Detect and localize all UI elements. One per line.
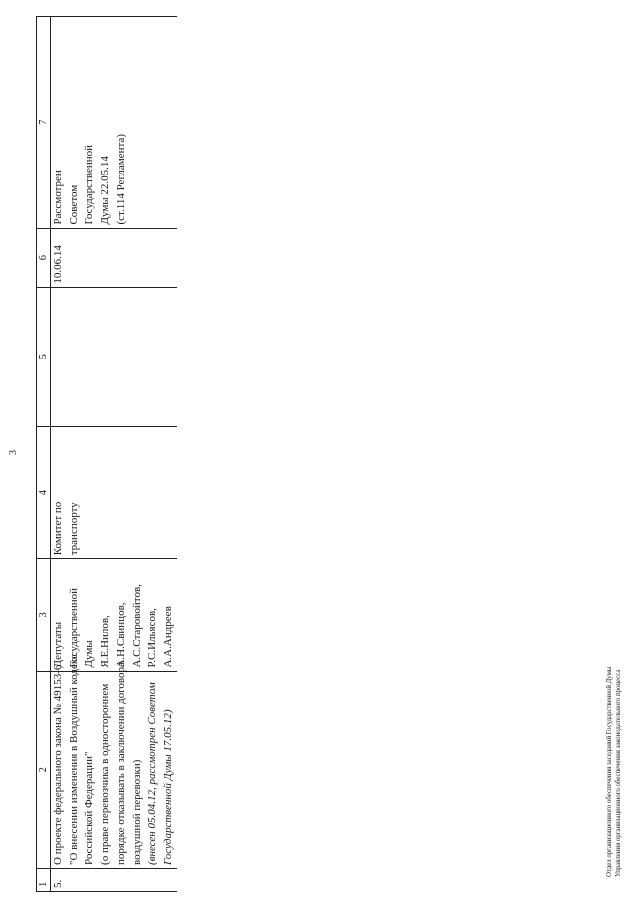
status-line: (ст.114 Регламента) (114, 134, 127, 225)
column-header: 2 (37, 671, 51, 868)
column-header: 4 (37, 426, 51, 558)
column-header: 7 (37, 17, 51, 229)
status-cell (51, 17, 177, 229)
project-note-line: (внесен 05.04.12, рассмотрен Советом (146, 682, 159, 865)
project-line: (о праве перевозчика в одностороннем (99, 683, 112, 865)
date-text: 10.06.14 (52, 245, 64, 284)
page-footer (605, 667, 623, 877)
register-table (36, 16, 177, 892)
status-line: Советом (67, 184, 80, 225)
author-line: Я.Е.Нилов, (99, 615, 112, 668)
table-row (51, 17, 177, 892)
author-line: А.Н.Свинцов, (114, 602, 127, 668)
author-line: Р.С.Ильясов, (146, 608, 159, 668)
column-header: 6 (37, 228, 51, 287)
author-line: Государственной (67, 587, 80, 668)
committee-line: транспорту (67, 502, 80, 556)
committee-line: Комитет по (52, 501, 64, 556)
column-header: 3 (37, 559, 51, 671)
author-line: Депутаты (52, 621, 64, 668)
project-line: Российской Федерации" (83, 751, 96, 865)
committee-cell (51, 426, 177, 558)
project-line: "О внесении изменения в Воздушный кодекс (67, 654, 80, 865)
author-line: Думы (83, 640, 96, 668)
empty-cell (51, 287, 177, 426)
column-header: 1 (37, 868, 51, 891)
project-line: воздушной перевозки) (130, 759, 143, 865)
table-header-row (37, 17, 51, 892)
status-line: Государственной (83, 144, 96, 225)
author-line: А.С.Старовойтов, (130, 584, 143, 668)
footer-line: Управления организационного обеспечения законодательного процесса (615, 669, 622, 877)
footer-line: Отдел организационного обеспечения заседаний Государственной Думы (606, 666, 613, 877)
project-line: О проекте федерального закона № 49153-6 (52, 664, 64, 865)
author-line: А.А.Андреев (161, 606, 174, 668)
project-cell (51, 654, 177, 868)
row-number-text: 5. (52, 879, 64, 888)
page-number: 3 (8, 450, 19, 455)
status-line: Рассмотрен (52, 170, 64, 225)
row-number (51, 868, 177, 891)
project-note-line: Государственной Думы 17.05.12) (161, 709, 174, 865)
date-cell (51, 228, 177, 287)
status-line: Думы 22.05.14 (99, 156, 112, 225)
authors-cell (51, 559, 177, 671)
project-line: порядке отказывать в заключении договора (114, 662, 127, 865)
column-header: 5 (37, 287, 51, 426)
